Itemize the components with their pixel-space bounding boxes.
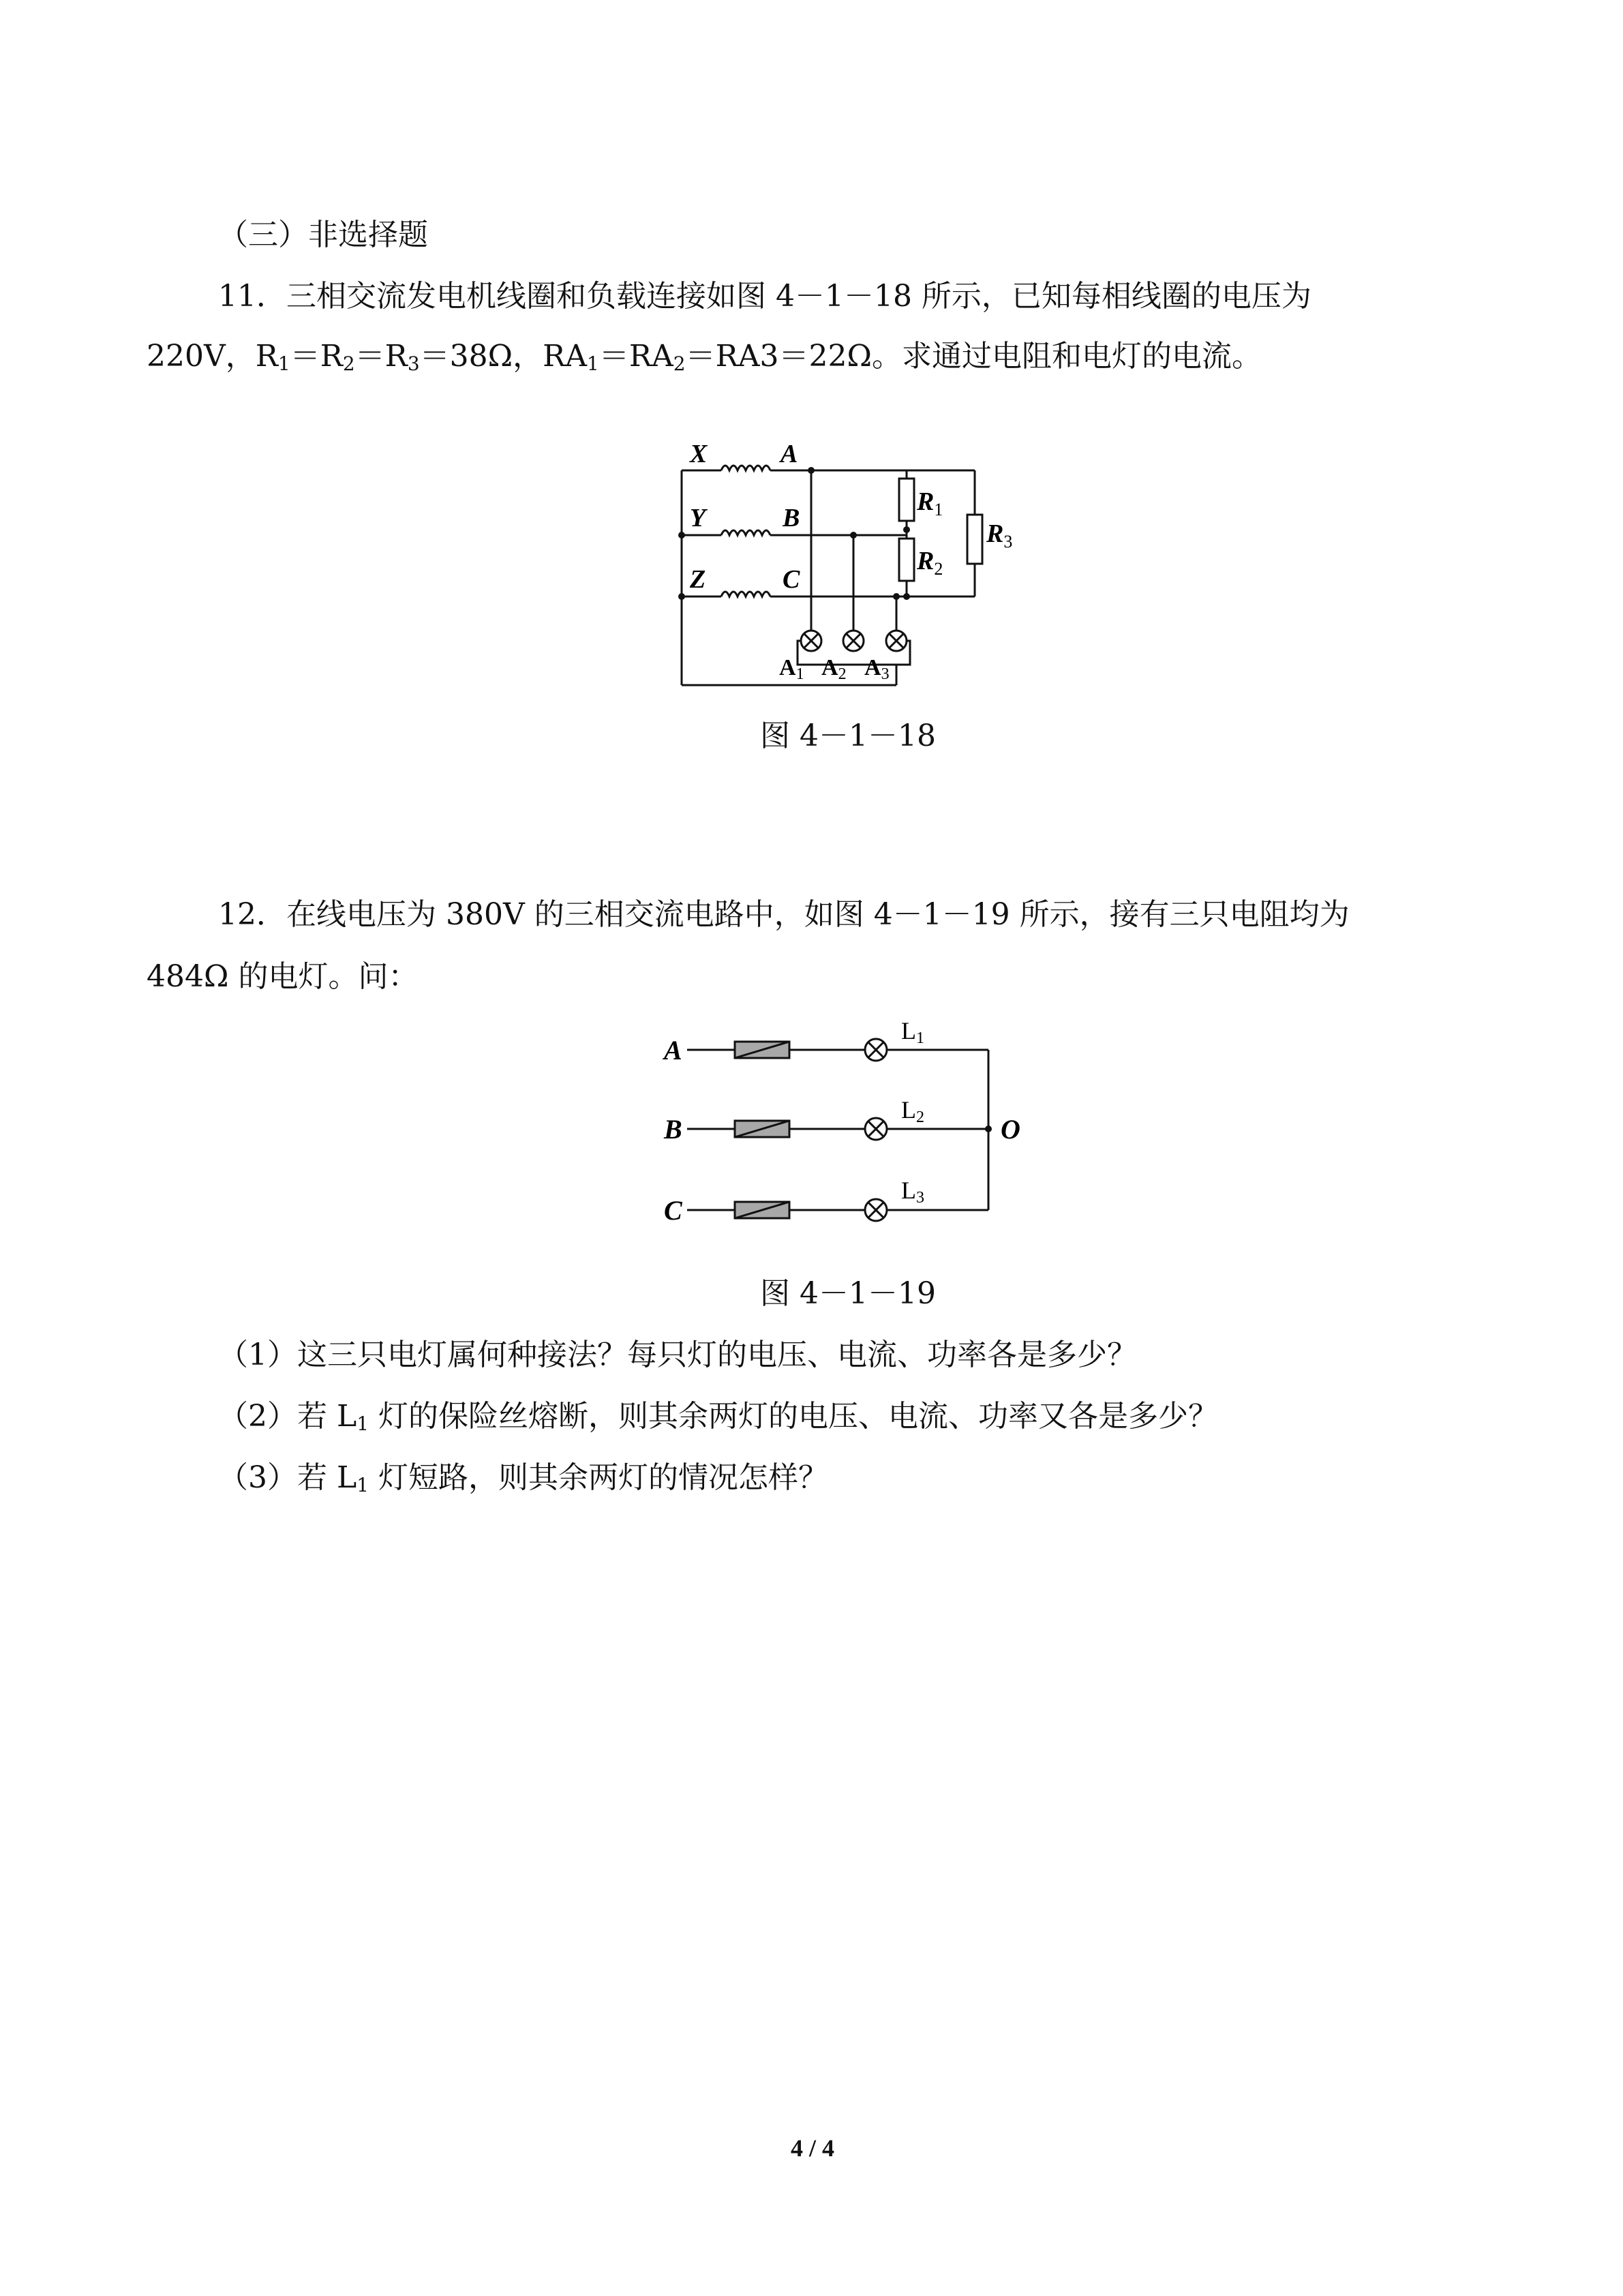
- phase-label-b: B: [664, 1114, 682, 1145]
- resistor-label-r1: [916, 487, 943, 519]
- figure-caption-4-1-18: 图 4－1－18: [760, 719, 936, 753]
- figure-4-1-19: [654, 1016, 1063, 1234]
- lamp-letter: L: [901, 1017, 916, 1044]
- lamp-letter: L: [901, 1177, 916, 1204]
- lamp-sub: 1: [795, 665, 804, 683]
- lamp-letter: A: [779, 655, 796, 680]
- lamp-sub: 2: [916, 1108, 924, 1126]
- resistor-r-letter: R: [917, 487, 935, 516]
- q12-sub3: [218, 1457, 828, 1498]
- q12-sub2-post: 灯的保险丝熔断，则其余两灯的电压、电流、功率又各是多少？: [369, 1399, 1219, 1434]
- q11-line2: [147, 336, 1262, 377]
- q12-line2: 484Ω 的电灯。问：: [147, 959, 419, 994]
- q11-part: ＝R: [290, 339, 343, 374]
- phase-label-a: A: [780, 440, 798, 468]
- q11-line2-pre: 220V，R: [147, 339, 278, 374]
- lamp-letter: L: [901, 1096, 916, 1123]
- lamp-sub: 1: [916, 1029, 924, 1047]
- coil-label-x: X: [690, 440, 708, 468]
- q12-sub2: [218, 1396, 1218, 1437]
- q12-sub2-sub: 1: [357, 1413, 369, 1435]
- lamp-sub: 2: [838, 665, 847, 683]
- q12-sub3-pre: （3）若 L: [218, 1460, 357, 1495]
- neutral-label-o: O: [1001, 1114, 1020, 1145]
- q11-sub: 2: [673, 352, 686, 375]
- section-heading: （三）非选择题: [218, 217, 428, 252]
- q11-part: ＝RA: [598, 339, 673, 374]
- q11-sub: 1: [277, 352, 290, 375]
- q11-sub: 2: [342, 352, 355, 375]
- resistor-sub: 2: [934, 559, 943, 579]
- resistor-sub: 1: [934, 500, 943, 519]
- lamp-label-l3: [901, 1177, 924, 1207]
- q12-sub3-post: 灯短路，则其余两灯的情况怎样？: [369, 1460, 829, 1495]
- resistor-sub: 3: [1003, 532, 1013, 552]
- lamp-label-l2: [901, 1096, 924, 1126]
- phase-label-a: A: [664, 1035, 682, 1066]
- q11-sub: 1: [587, 352, 599, 375]
- coil-label-z: Z: [690, 565, 706, 594]
- resistor-label-r3: [986, 519, 1012, 552]
- q11-part: ＝38Ω，RA: [419, 339, 588, 374]
- phase-label-c: C: [783, 565, 800, 594]
- lamp-label-a3: [864, 655, 890, 683]
- q11-part: ＝R: [354, 339, 408, 374]
- resistor-r-letter: R: [917, 547, 935, 575]
- q11-sub: 3: [407, 352, 420, 375]
- q12-sub3-sub: 1: [357, 1474, 369, 1496]
- lamp-sub: 3: [916, 1189, 924, 1207]
- figure-4-1-18: [654, 429, 1036, 695]
- q11-part: ＝RA3＝22Ω。求通过电阻和电灯的电流。: [685, 339, 1262, 374]
- phase-label-c: C: [664, 1195, 682, 1226]
- resistor-label-r2: [916, 547, 943, 579]
- q12-line1: 12．在线电压为 380V 的三相交流电路中，如图 4－1－19 所示，接有三只电阻均为: [218, 897, 1350, 932]
- lamp-label-l1: [901, 1017, 924, 1047]
- q12-sub2-pre: （2）若 L: [218, 1399, 357, 1434]
- phase-label-b: B: [783, 504, 800, 532]
- lamp-label-a1: [779, 655, 804, 683]
- lamp-letter: A: [864, 655, 881, 680]
- q12-sub1: （1）这三只电灯属何种接法？每只灯的电压、电流、功率各是多少？: [218, 1338, 1137, 1372]
- resistor-r-letter: R: [986, 519, 1004, 548]
- lamp-sub: 3: [881, 665, 890, 683]
- coil-label-y: Y: [690, 504, 706, 532]
- lamp-label-a2: [821, 655, 847, 683]
- figure-caption-4-1-19: 图 4－1－19: [760, 1276, 936, 1311]
- q11-line1: 11．三相交流发电机线圈和负载连接如图 4－1－18 所示，已知每相线圈的电压为: [218, 279, 1311, 314]
- lamp-letter: A: [821, 655, 838, 680]
- page-number: 4 / 4: [791, 2134, 835, 2162]
